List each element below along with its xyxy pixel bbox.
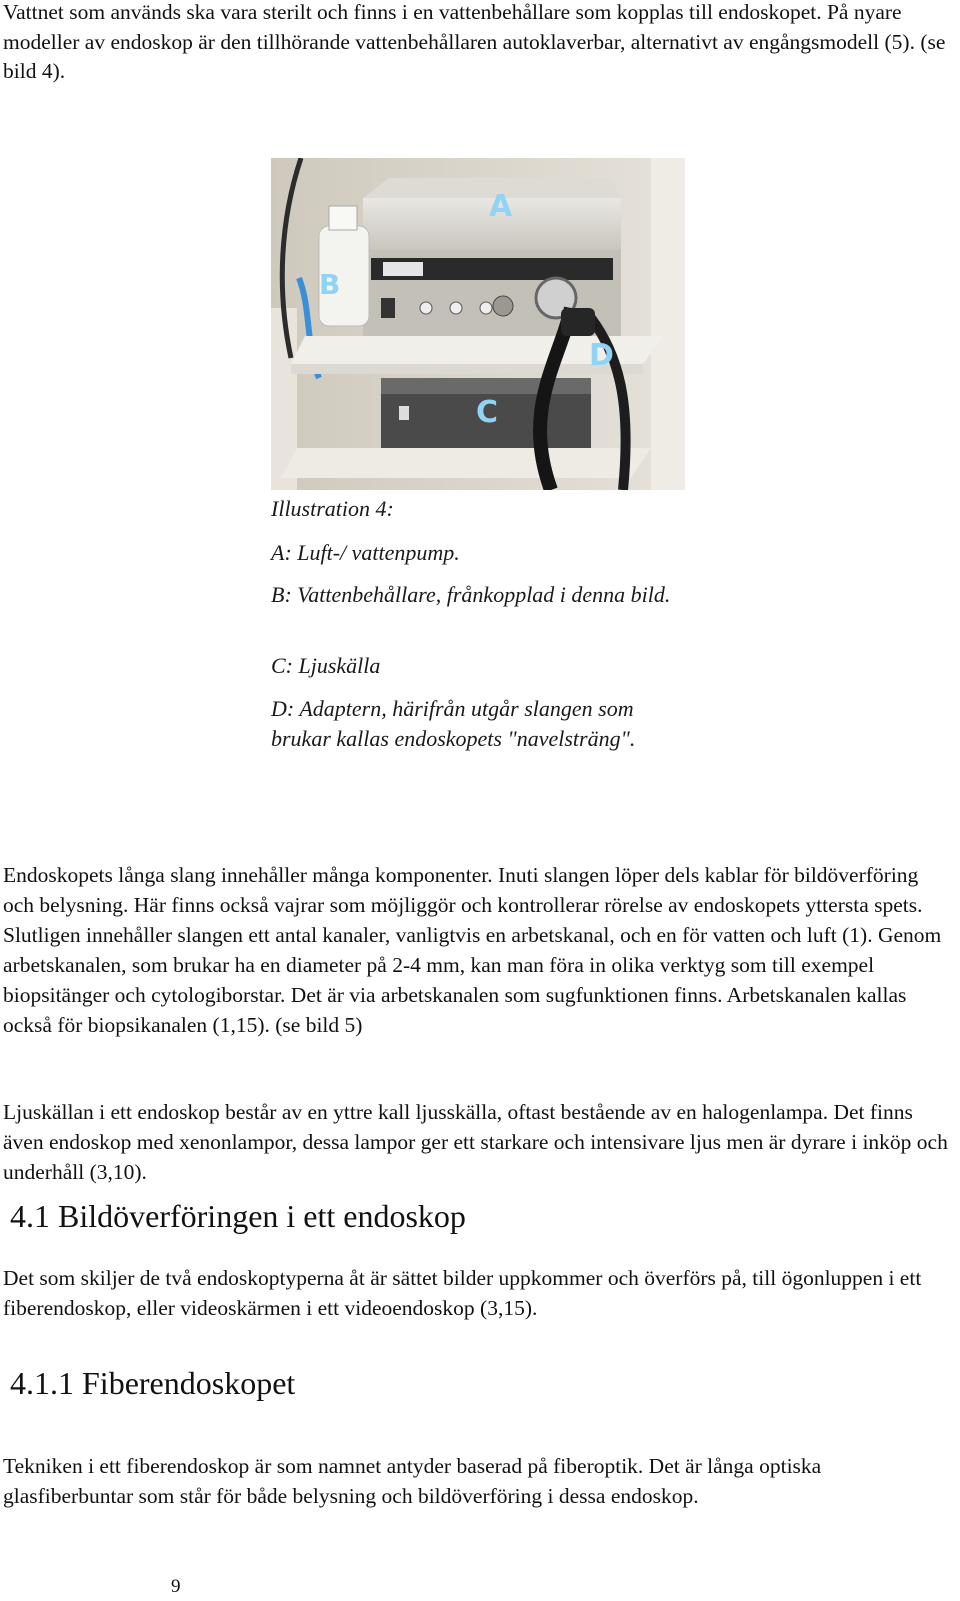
image-transfer-paragraph: Det som skiljer de två endoskoptyperna åt är sättet bilder uppkommer och överförs på, till ögonluppen i ett fiberendoskop, eller videoskärmen i ett videoendoskop (3,15). xyxy=(3,1266,922,1320)
endoscope-equipment-photo xyxy=(271,158,685,490)
figure-caption-a: A: Luft-/ vattenpump. xyxy=(271,540,460,565)
figure-caption-b: B: Vattenbehållare, frånkopplad i denna bild. xyxy=(271,582,671,607)
label-a: A xyxy=(489,189,513,224)
page-number: 9 xyxy=(171,1576,181,1597)
figure-caption-c: C: Ljuskälla xyxy=(271,653,381,678)
figure-caption-d: D: Adaptern, härifrån utgår slangen som brukar kallas endoskopets "navelsträng". xyxy=(271,696,636,751)
components-paragraph: Endoskopets långa slang innehåller många komponenter. Inuti slangen löper dels kablar för bildöverföring och belysning. Här finns också vajrar som möjliggör och kontrollerar rörelse av endoskopets yttersta spets. Slutligen innehåller slangen ett antal kanaler, vanligtvis en arbetskanal, och en för vatten och luft (1). Genom arbetskanalen, som brukar ha en diameter på 2-4 mm, kan man föra in olika verktyg som till exempel biopsitänger och cytologiborstar. Det är via arbetskanalen som sugfunktionen finns. Arbetskanalen kallas också för biopsikanalen (1,15). (se bild 5) xyxy=(3,863,942,1037)
section-heading-4-1-1: 4.1.1 Fiberendoskopet xyxy=(10,1365,296,1401)
light-source-paragraph: Ljuskällan i ett endoskop består av en yttre kall ljusskälla, oftast bestående av en halogenlampa. Det finns även endoskop med xenonlampor, dessa lampor ger ett starkare och intensivare ljus men är dyrare i inköp och underhåll (3,10). xyxy=(3,1100,948,1184)
figure-caption-title: Illustration 4: xyxy=(271,496,394,521)
intro-paragraph: Vattnet som används ska vara sterilt och finns i en vattenbehållare som kopplas till endoskopet. På nyare modeller av endoskop är den tillhörande vattenbehållaren autoklaverbar, alternativt av engångsmodell (5). (se bild 4). xyxy=(3,0,946,83)
label-b: B xyxy=(319,268,341,301)
label-d: D xyxy=(589,338,614,373)
section-heading-4-1: 4.1 Bildöverföringen i ett endoskop xyxy=(10,1198,466,1234)
fiberscope-paragraph: Tekniken i ett fiberendoskop är som namnet antyder baserad på fiberoptik. Det är långa optiska glasfiberbuntar som står för både belysning och bildöverföring i dessa endoskop. xyxy=(3,1454,822,1508)
label-c: C xyxy=(476,395,499,430)
